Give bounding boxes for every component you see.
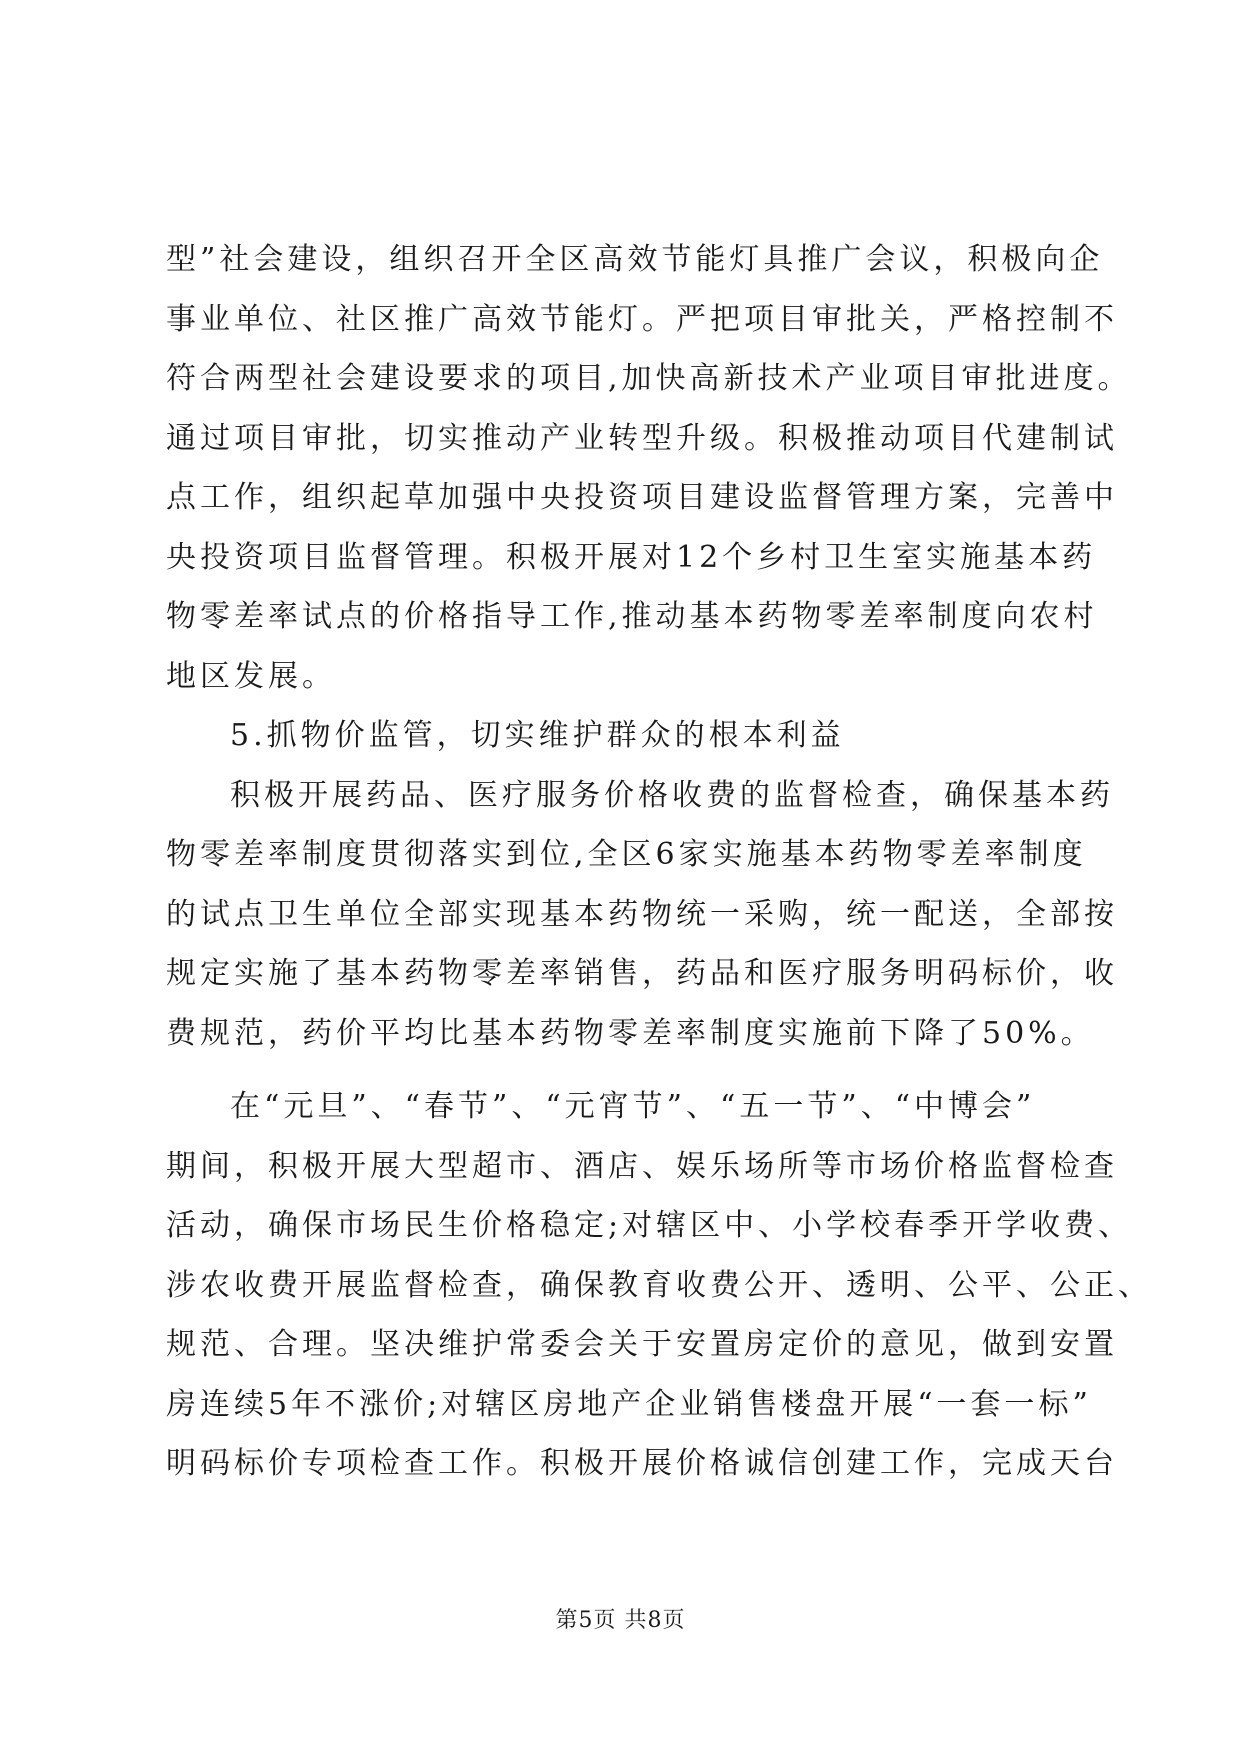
text-line: 明码标价专项检查工作。积极开展价格诚信创建工作，完成天台 xyxy=(166,1446,1118,1481)
text-line: 规定实施了基本药物零差率销售，药品和医疗服务明码标价，收 xyxy=(166,956,1118,991)
text-line: 的试点卫生单位全部实现基本药物统一采购，统一配送，全部按 xyxy=(166,896,1118,932)
text-line: 涉农收费开展监督检查，确保教育收费公开、透明、公平、公正、 xyxy=(166,1267,1152,1303)
text-line: 型”社会建设，组织召开全区高效节能灯具推广会议，积极向企 xyxy=(166,242,1104,277)
section-heading: 5.抓物价监管，切实维护群众的根本利益 xyxy=(230,718,845,753)
text-line: 房连续5年不涨价;对辖区房地产企业销售楼盘开展“一套一标” xyxy=(166,1386,1092,1422)
text-line: 通过项目审批，切实推动产业转型升级。积极推动项目代建制试 xyxy=(166,420,1118,456)
text-line: 积极开展药品、医疗服务价格收费的监督检查，确保基本药 xyxy=(230,777,1114,813)
text-line: 地区发展。 xyxy=(166,658,336,694)
text-line: 期间，积极开展大型超市、酒店、娱乐场所等市场价格监督检查 xyxy=(166,1148,1118,1184)
text-line: 物零差率制度贯彻落实到位,全区6家实施基本药物零差率制度 xyxy=(166,837,1087,872)
text-line: 点工作，组织起草加强中央投资项目建设监督管理方案，完善中 xyxy=(166,480,1118,515)
paragraph-spacer xyxy=(166,1063,1126,1077)
text-line: 事业单位、社区推广高效节能灯。严把项目审批关，严格控制不 xyxy=(166,301,1118,337)
text-line: 费规范，药价平均比基本药物零差率制度实施前下降了50%。 xyxy=(166,1015,1095,1051)
page-footer: 第5页 共8页 xyxy=(555,1608,686,1633)
text-line: 符合两型社会建设要求的项目,加快高新技术产业项目审批进度。 xyxy=(166,361,1132,396)
text-line: 规范、合理。坚决维护常委会关于安置房定价的意见，做到安置 xyxy=(166,1327,1118,1362)
text-line: 活动，确保市场民生价格稳定;对辖区中、小学校春季开学收费、 xyxy=(166,1208,1133,1243)
text-line: 央投资项目监督管理。积极开展对12个乡村卫生室实施基本药 xyxy=(166,539,1097,575)
text-line: 在“元旦”、“春节”、“元宵节”、“五一节”、“中博会” xyxy=(230,1089,1036,1124)
text-line: 物零差率试点的价格指导工作,推动基本药物零差率制度向农村 xyxy=(166,599,1098,634)
document-body xyxy=(166,230,1152,1494)
